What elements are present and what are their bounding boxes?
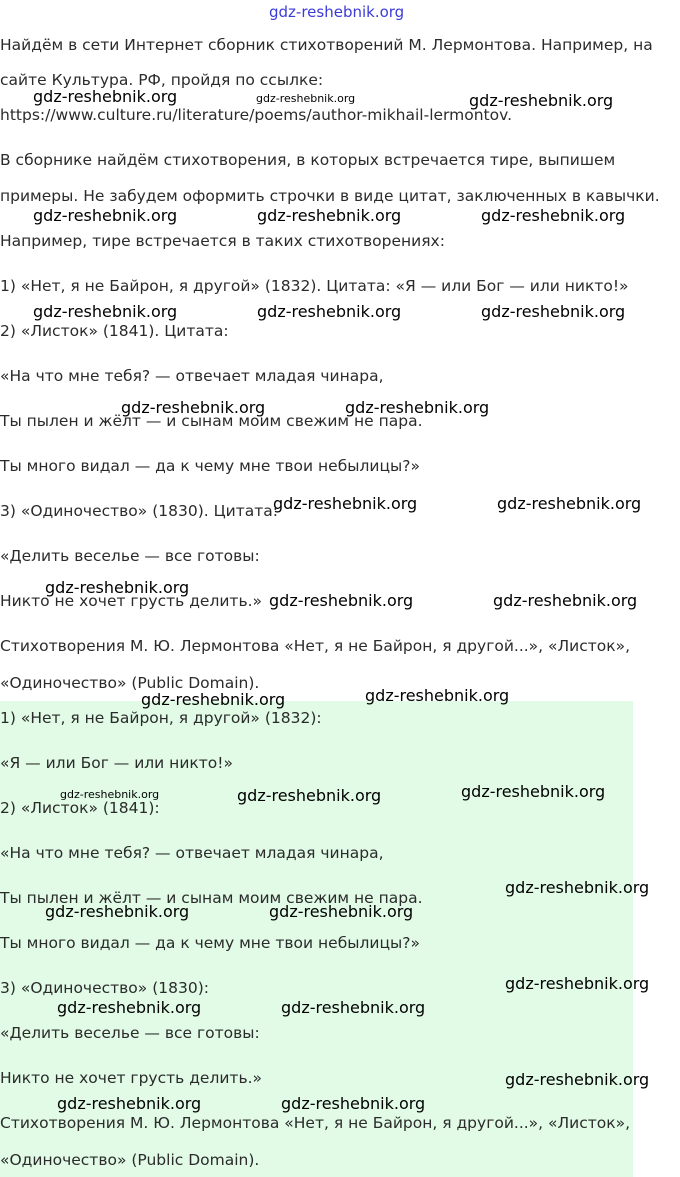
watermark: gdz-reshebnik.org bbox=[481, 206, 626, 225]
watermark: gdz-reshebnik.org bbox=[505, 974, 650, 993]
answer-line: «Одиночество» (Public Domain). bbox=[0, 1151, 260, 1169]
watermark: gdz-reshebnik.org bbox=[256, 92, 356, 105]
example-line: Стихотворения М. Ю. Лермонтова «Нет, я не Байрон, я другой...», «Листок», bbox=[0, 637, 631, 655]
example-line: Никто не хочет грусть делить.» bbox=[0, 592, 263, 610]
answer-line: 3) «Одиночество» (1830): bbox=[0, 979, 209, 997]
watermark: gdz-reshebnik.org bbox=[345, 398, 490, 417]
answer-line: Никто не хочет грусть делить.» bbox=[0, 1069, 263, 1087]
watermark: gdz-reshebnik.org bbox=[121, 398, 266, 417]
intro-line: сайте Культура. РФ, пройдя по ссылке: bbox=[0, 71, 324, 89]
watermark: gdz-reshebnik.org bbox=[281, 1094, 426, 1113]
watermark: gdz-reshebnik.org bbox=[493, 591, 638, 610]
watermark: gdz-reshebnik.org bbox=[481, 302, 626, 321]
watermark: gdz-reshebnik.org bbox=[269, 3, 405, 21]
watermark: gdz-reshebnik.org bbox=[33, 302, 178, 321]
watermark: gdz-reshebnik.org bbox=[469, 91, 614, 110]
intro-line: Например, тире встречается в таких стихотворениях: bbox=[0, 232, 445, 250]
answer-line: 2) «Листок» (1841): bbox=[0, 799, 160, 817]
example-line: «Делить веселье — все готовы: bbox=[0, 547, 260, 565]
watermark: gdz-reshebnik.org bbox=[269, 902, 414, 921]
watermark: gdz-reshebnik.org bbox=[237, 786, 382, 805]
answer-line: «На что мне тебя? — отвечает младая чинара, bbox=[0, 844, 384, 862]
watermark: gdz-reshebnik.org bbox=[45, 902, 190, 921]
watermark: gdz-reshebnik.org bbox=[57, 998, 202, 1017]
watermark: gdz-reshebnik.org bbox=[257, 206, 402, 225]
watermark: gdz-reshebnik.org bbox=[60, 788, 160, 801]
answer-line: Ты пылен и жёлт — и сынам моим свежим не пара. bbox=[0, 889, 423, 907]
example-line: 1) «Нет, я не Байрон, я другой» (1832). Цитата: «Я — или Бог — или никто!» bbox=[0, 277, 629, 295]
example-line: «Одиночество» (Public Domain). bbox=[0, 674, 260, 692]
watermark: gdz-reshebnik.org bbox=[505, 878, 650, 897]
watermark: gdz-reshebnik.org bbox=[497, 494, 642, 513]
watermark: gdz-reshebnik.org bbox=[57, 1094, 202, 1113]
watermark: gdz-reshebnik.org bbox=[33, 206, 178, 225]
watermark: gdz-reshebnik.org bbox=[141, 690, 286, 709]
intro-line: В сборнике найдём стихотворения, в которых встречается тире, выпишем bbox=[0, 151, 616, 169]
watermark: gdz-reshebnik.org bbox=[257, 302, 402, 321]
watermark: gdz-reshebnik.org bbox=[33, 87, 178, 106]
intro-line: примеры. Не забудем оформить строчки в виде цитат, заключенных в кавычки. bbox=[0, 187, 660, 205]
answer-line: «Делить веселье — все готовы: bbox=[0, 1024, 260, 1042]
intro-link[interactable]: https://www.culture.ru/literature/poems/author-mikhail-lermontov. bbox=[0, 106, 512, 124]
watermark: gdz-reshebnik.org bbox=[505, 1070, 650, 1089]
watermark: gdz-reshebnik.org bbox=[365, 686, 510, 705]
answer-line: «Я — или Бог — или никто!» bbox=[0, 754, 233, 772]
example-line: Ты пылен и жёлт — и сынам моим свежим не пара. bbox=[0, 412, 423, 430]
example-line: 2) «Листок» (1841). Цитата: bbox=[0, 322, 229, 340]
answer-line: 1) «Нет, я не Байрон, я другой» (1832): bbox=[0, 709, 322, 727]
example-line: «На что мне тебя? — отвечает младая чинара, bbox=[0, 367, 384, 385]
watermark: gdz-reshebnik.org bbox=[281, 998, 426, 1017]
watermark: gdz-reshebnik.org bbox=[45, 578, 190, 597]
example-line: Ты много видал — да к чему мне твои небылицы?» bbox=[0, 457, 420, 475]
watermark: gdz-reshebnik.org bbox=[269, 591, 414, 610]
example-line: 3) «Одиночество» (1830). Цитата: bbox=[0, 502, 278, 520]
intro-line: Найдём в сети Интернет сборник стихотворений М. Лермонтова. Например, на bbox=[0, 36, 653, 54]
watermark: gdz-reshebnik.org bbox=[461, 782, 606, 801]
answer-line: Ты много видал — да к чему мне твои небылицы?» bbox=[0, 934, 420, 952]
watermark: gdz-reshebnik.org bbox=[273, 494, 418, 513]
answer-line: Стихотворения М. Ю. Лермонтова «Нет, я не Байрон, я другой...», «Листок», bbox=[0, 1114, 631, 1132]
